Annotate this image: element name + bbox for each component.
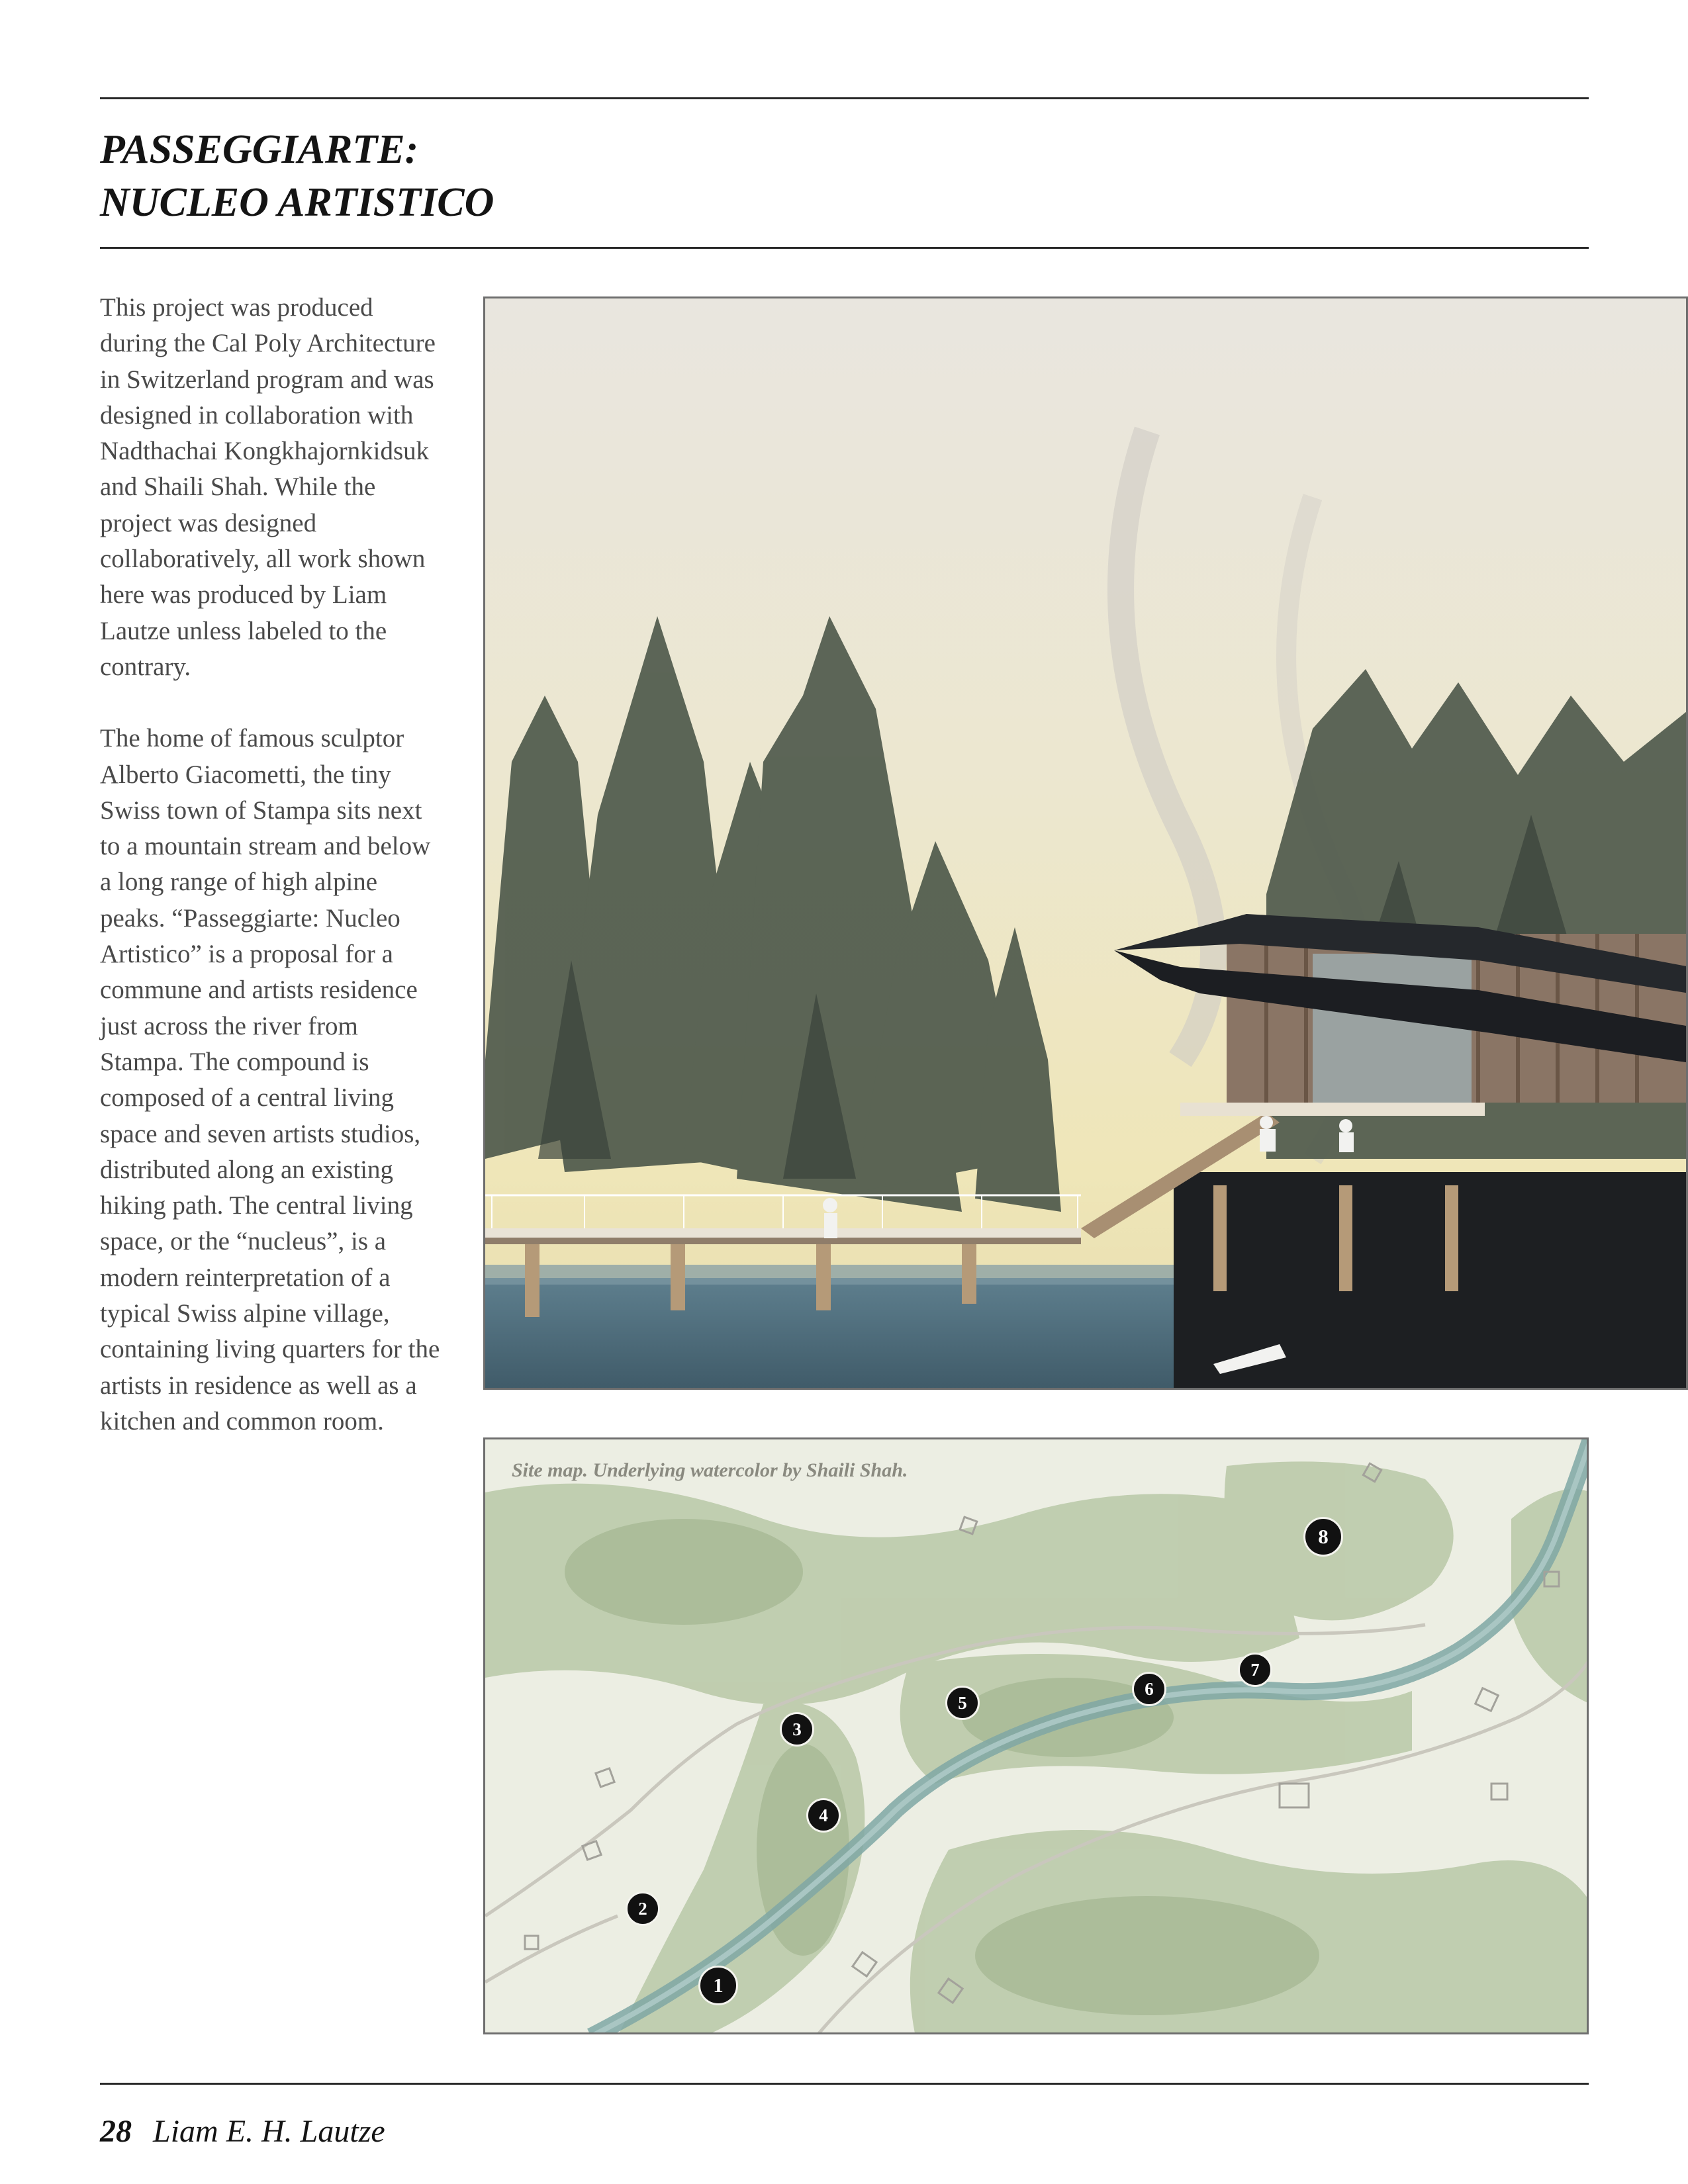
section-watercolor bbox=[485, 298, 1688, 1390]
footer-rule bbox=[100, 2083, 1589, 2085]
title-line-2: NUCLEO ARTISTICO bbox=[100, 180, 494, 225]
top-rule bbox=[100, 97, 1589, 99]
page-footer bbox=[100, 2113, 385, 2150]
section-perspective-image bbox=[483, 296, 1688, 1390]
site-marker-7: 7 bbox=[1238, 1653, 1272, 1687]
title-line-1: PASSEGGIARTE: bbox=[100, 127, 419, 172]
site-marker-6: 6 bbox=[1132, 1672, 1166, 1706]
site-map-caption: Site map. Underlying watercolor by Shaili Shah. bbox=[512, 1459, 908, 1481]
site-marker-8: 8 bbox=[1303, 1517, 1343, 1557]
site-map-watercolor bbox=[485, 1439, 1589, 2034]
body-text bbox=[100, 290, 444, 1475]
site-marker-4: 4 bbox=[806, 1798, 841, 1833]
site-map-image bbox=[483, 1437, 1589, 2034]
site-marker-1: 1 bbox=[698, 1966, 738, 2005]
page-title bbox=[100, 123, 494, 229]
author-name: Liam E. H. Lautze bbox=[153, 2114, 385, 2149]
site-marker-2: 2 bbox=[626, 1891, 660, 1926]
paragraph-intro: This project was produced during the Cal Poly Architecture in Switzerland program and was designed in collaboration with Nadthachai Kongkhajornkidsuk and Shaili Shah. While the project was designed collaboratively, all work shown here was produced by Liam Lautze unless labeled to the contrary. bbox=[100, 293, 436, 681]
title-rule bbox=[100, 247, 1589, 249]
page-number: 28 bbox=[100, 2114, 132, 2149]
paragraph-description: The home of famous sculptor Alberto Giacometti, the tiny Swiss town of Stampa sits next to a mountain stream and below a long range of high alpine peaks. “Passeggiarte: Nucleo Artistico” is a proposal for a commune and artists residence just across the river from Stampa. The compound is composed of a central living space and seven artists studios, distributed along an existing hiking path. The central living space, or the “nucleus”, is a modern reinterpretation of a typical Swiss alpine village, containing living quarters for the artists in residence as well as a kitchen and common room. bbox=[100, 724, 440, 1435]
site-marker-3: 3 bbox=[780, 1712, 814, 1747]
site-marker-5: 5 bbox=[945, 1686, 980, 1720]
